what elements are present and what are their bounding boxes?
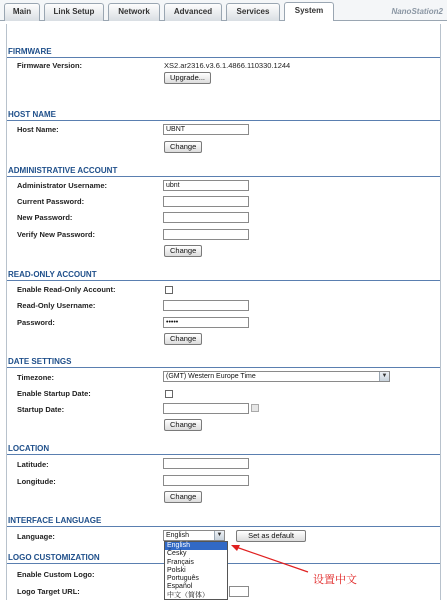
enable-readonly-checkbox[interactable] <box>165 286 173 294</box>
language-option-chinese-simplified[interactable]: 中文（简体） <box>167 591 209 599</box>
new-password-label: New Password: <box>17 213 73 222</box>
section-title-location: LOCATION <box>8 444 50 453</box>
readonly-username-input[interactable] <box>163 300 249 311</box>
section-title-readonly-account: READ-ONLY ACCOUNT <box>8 270 97 279</box>
language-dropdown-list[interactable] <box>164 541 228 600</box>
timezone-value: (GMT) Western Europe Time <box>166 373 256 380</box>
enable-readonly-label: Enable Read-Only Account: <box>17 285 116 294</box>
readonly-password-input[interactable]: ••••• <box>163 317 249 328</box>
language-option-czech[interactable]: Česky <box>167 550 187 558</box>
current-password-input[interactable] <box>163 196 249 207</box>
section-title-host-name: HOST NAME <box>8 110 56 119</box>
language-option-polish[interactable]: Polski <box>167 566 186 574</box>
language-select[interactable] <box>163 530 225 541</box>
section-divider <box>7 526 440 527</box>
host-name-change-button[interactable]: Change <box>164 141 202 153</box>
startup-date-input[interactable] <box>163 403 249 414</box>
tab-network[interactable]: Network <box>108 3 160 21</box>
section-divider <box>7 367 440 368</box>
enable-startup-date-checkbox[interactable] <box>165 390 173 398</box>
annotation-text: 设置中文 <box>313 573 357 586</box>
verify-password-label: Verify New Password: <box>17 230 95 239</box>
upgrade-button[interactable]: Upgrade... <box>164 72 211 84</box>
language-label: Language: <box>17 532 55 541</box>
location-change-button[interactable]: Change <box>164 491 202 503</box>
timezone-select[interactable] <box>163 371 390 382</box>
language-option-spanish[interactable]: Español <box>167 583 193 591</box>
admin-username-input[interactable]: ubnt <box>163 180 249 191</box>
longitude-input[interactable] <box>163 475 249 486</box>
section-title-admin-account: ADMINISTRATIVE ACCOUNT <box>8 166 118 175</box>
section-divider <box>7 176 440 177</box>
date-change-button[interactable]: Change <box>164 419 202 431</box>
language-option-portuguese[interactable]: Português <box>167 575 199 583</box>
admin-change-button[interactable]: Change <box>164 245 202 257</box>
section-title-firmware: FIRMWARE <box>8 47 52 56</box>
enable-custom-logo-label: Enable Custom Logo: <box>17 570 95 579</box>
tab-services[interactable]: Services <box>226 3 280 21</box>
logo-target-url-label: Logo Target URL: <box>17 587 80 596</box>
language-option-english[interactable]: English <box>165 542 227 550</box>
brand-logo: NanoStation2 <box>391 7 443 16</box>
chevron-down-icon[interactable]: ▼ <box>379 372 389 381</box>
firmware-version-value: XS2.ar2316.v3.6.1.4866.110330.1244 <box>164 61 291 70</box>
startup-date-label: Startup Date: <box>17 405 65 414</box>
language-value: English <box>166 532 189 539</box>
host-name-input[interactable]: UBNT <box>163 124 249 135</box>
tab-bar <box>0 0 447 21</box>
set-as-default-button[interactable]: Set as default <box>236 530 306 542</box>
readonly-password-label: Password: <box>17 318 55 327</box>
section-title-date-settings: DATE SETTINGS <box>8 357 72 366</box>
tab-system[interactable]: System <box>284 2 334 21</box>
section-title-logo-customization: LOGO CUSTOMIZATION <box>8 553 100 562</box>
longitude-label: Longitude: <box>17 477 56 486</box>
section-divider <box>7 57 440 58</box>
readonly-change-button[interactable]: Change <box>164 333 202 345</box>
section-divider <box>7 120 440 121</box>
language-option-french[interactable]: Français <box>167 558 194 566</box>
latitude-label: Latitude: <box>17 460 49 469</box>
new-password-input[interactable] <box>163 212 249 223</box>
logo-target-url-input[interactable] <box>229 586 249 597</box>
host-name-label: Host Name: <box>17 125 59 134</box>
firmware-version-label: Firmware Version: <box>17 61 83 70</box>
readonly-username-label: Read-Only Username: <box>17 301 96 310</box>
tab-main[interactable]: Main <box>4 3 40 21</box>
tab-link-setup[interactable]: Link Setup <box>44 3 104 21</box>
timezone-label: Timezone: <box>17 373 54 382</box>
latitude-input[interactable] <box>163 458 249 469</box>
verify-password-input[interactable] <box>163 229 249 240</box>
enable-startup-date-label: Enable Startup Date: <box>17 389 91 398</box>
settings-panel <box>6 24 441 600</box>
chevron-down-icon[interactable]: ▼ <box>214 531 224 540</box>
current-password-label: Current Password: <box>17 197 85 206</box>
section-divider <box>7 454 440 455</box>
admin-username-label: Administrator Username: <box>17 181 108 190</box>
calendar-icon[interactable] <box>251 404 259 412</box>
section-title-interface-language: INTERFACE LANGUAGE <box>8 516 102 525</box>
tab-advanced[interactable]: Advanced <box>164 3 222 21</box>
section-divider <box>7 280 440 281</box>
